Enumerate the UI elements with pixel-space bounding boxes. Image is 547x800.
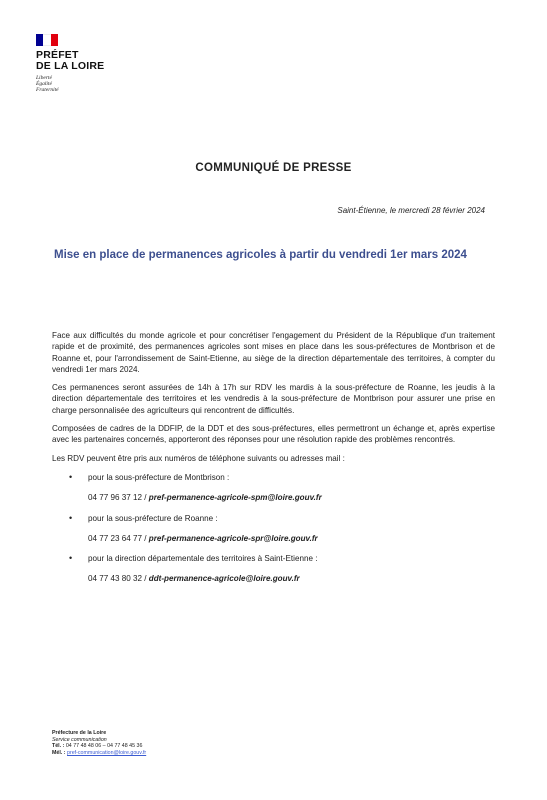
list-item [52, 513, 495, 545]
paragraph-schedule: Ces permanences seront assurées de 14h à 17h sur RDV les mardis à la sous-préfecture de Roanne, les jeudis à la direction départementale des territoires et les vendredis à la sous-préfecture de Montbrison pour assurer une prise en charge personnalisée des agriculteurs qui rencontrent de difficultés. [52, 383, 495, 415]
footer-service: Service communication [52, 736, 107, 743]
headline: Mise en place de permanences agricoles à partir du vendredi 1er mars 2024 [54, 249, 467, 261]
motto-fraternite: Fraternité [36, 87, 59, 93]
contact-label: pour la direction départementale des territoires à Saint-Etienne : [88, 554, 318, 564]
paragraph-intro: Face aux difficultés du monde agricole et pour concrétiser l'engagement du Président de la République d'un traitement rapide et de proximité, des permanences agricoles sont mises en place dans les sous-préfectures de Montbrison et de Roanne et, pour l'arrondissement de Saint-Etienne, au siège de la direction départementale des territoires, à compter du vendredi 1er mars 2024. [52, 331, 495, 374]
french-flag-icon [36, 34, 58, 46]
bullet-icon: • [69, 512, 73, 523]
contact-phone: 04 77 96 37 12 / [88, 493, 149, 503]
contact-phone: 04 77 23 64 77 / [88, 533, 149, 543]
contact-email-link[interactable]: pref-permanence-agricole-spm@loire.gouv.fr [148, 493, 322, 503]
motto-egalite: Égalité [36, 81, 52, 87]
contact-email-link[interactable]: ddt-permanence-agricole@loire.gouv.fr [148, 574, 300, 584]
bullet-icon: • [69, 471, 73, 482]
footer-mel [52, 750, 146, 757]
footer-tel-label: Tél. : [52, 743, 66, 750]
footer-tel [52, 743, 146, 750]
bullet-icon: • [69, 553, 73, 564]
contact-label: pour la sous-préfecture de Roanne : [88, 513, 218, 523]
body-text [52, 330, 495, 594]
list-item [52, 472, 495, 504]
footer-tel-value: 04 77 48 48 06 – 04 77 48 45 36 [65, 743, 143, 750]
prefet-logo [36, 34, 104, 93]
document-title: COMMUNIQUÉ DE PRESSE [195, 162, 352, 174]
footer-email-link[interactable]: pref-communication@loire.gouv.fr [67, 749, 147, 756]
list-item [52, 553, 495, 585]
contacts-list [52, 472, 495, 585]
dateline: Saint-Étienne, le mercredi 28 février 2024 [337, 206, 485, 215]
republic-motto [36, 75, 104, 93]
motto-liberte: Liberté [36, 75, 52, 81]
contact-label: pour la sous-préfecture de Montbrison : [88, 472, 230, 482]
footer-mel-label: Mél. : [52, 749, 68, 756]
logo-line-1: PRÉFET [36, 49, 79, 61]
contact-line [88, 533, 495, 544]
contact-email-link[interactable]: pref-permanence-agricole-spr@loire.gouv.fr [148, 533, 318, 543]
footer-org: Préfecture de la Loire [52, 730, 107, 736]
contact-phone: 04 77 43 80 32 / [88, 574, 149, 584]
contacts-intro: Les RDV peuvent être pris aux numéros de téléphone suivants ou adresses mail : [52, 453, 345, 463]
footer [52, 730, 146, 756]
contact-line [88, 492, 495, 503]
paragraph-composition: Composées de cadres de la DDFIP, de la DDT et des sous-préfectures, elles permettront un échange et, après expertise avec les partenaires concernés, apporteront des réponses pour une résolution rapide des problèmes rencontrés. [52, 424, 495, 445]
contact-line [88, 573, 495, 584]
logo-line-2: DE LA LOIRE [36, 60, 105, 72]
